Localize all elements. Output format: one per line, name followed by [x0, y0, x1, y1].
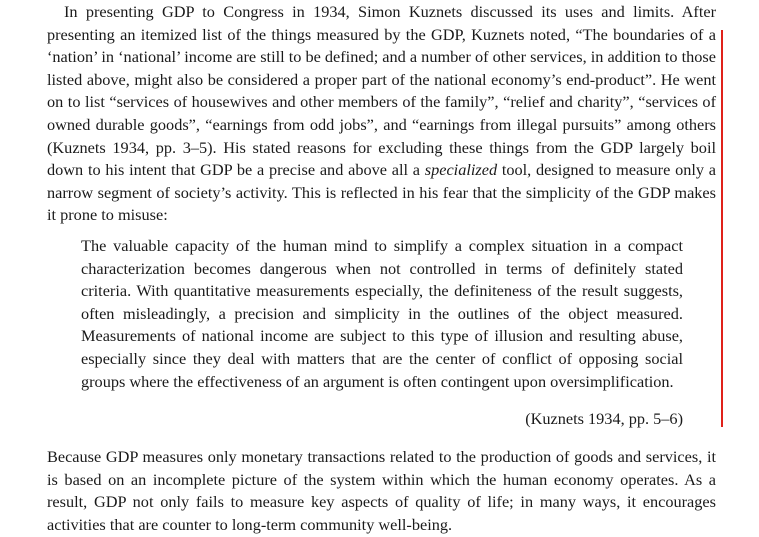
- quote-citation: (Kuznets 1934, pp. 5–6): [525, 409, 683, 428]
- paragraph-text: In presenting GDP to Congress in 1934, Simon Kuznets discussed its uses and limits. After presenting an itemized list of the things measured by the GDP, Kuznets noted, “The boundaries of a ‘nation’ in ‘national’ income are still to be defined; and a number of other services, in addition to those listed above, might also be considered a proper part of the national economy’s end-product”. He went on to list “services of housewives and other members of the family”, “relief and charity”, “services of owned durable goods”, “earnings from odd jobs”, and “earnings from illegal pursuits” among others (Kuznets 1934, pp. 3–5). His stated reasons for excluding these things from the GDP largely boil down to his intent that GDP be a precise and above all a: [47, 2, 716, 180]
- paragraph-gdp-limits: Because GDP measures only monetary transactions related to the production of goods and services, it is based on an incomplete picture of the system within which the human economy operates. As a result, GDP not only fails to measure key aspects of quality of life; in many ways, it encourages activities that are counter to long-term community well-being.: [47, 447, 716, 534]
- emphasized-word: specialized: [424, 160, 498, 180]
- paragraph-kuznets-intro: [47, 1, 716, 227]
- block-quote: The valuable capacity of the human mind to simplify a complex situation in a compact characterization becomes dangerous when not controlled in terms of definitely stated criteria. With quantitative measurements especially, the definiteness of the result suggests, often misleadingly, a precision and simplicity in the outlines of the object measured. Measurements of national income are subject to this type of illusion and resulting abuse, especially since they deal with matters that are the center of conflict of opposing social groups where the effectiveness of an argument is often contingent upon oversimplification.: [81, 236, 683, 391]
- paragraph-text-continued: tool, designed to measure only a narrow segment of society’s activity. This is reflected in his fear that the simplicity of the GDP makes it prone to misuse:: [47, 160, 716, 225]
- margin-highlight-bar: [721, 30, 723, 427]
